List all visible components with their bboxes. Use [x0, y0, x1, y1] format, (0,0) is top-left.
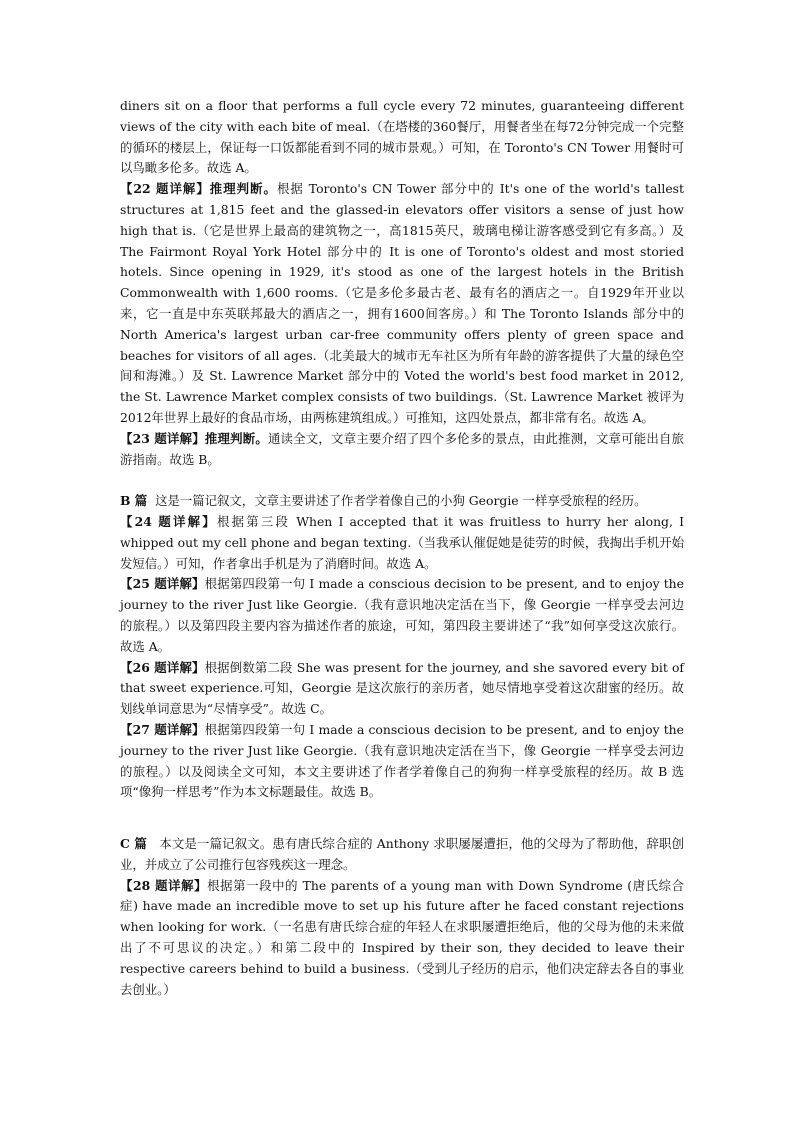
- answer-label: 【22 题详解】推理判断。: [120, 181, 277, 197]
- answer-26: [120, 658, 684, 720]
- section-spacer: [120, 470, 684, 491]
- answer-label: 【28 题详解】: [120, 877, 208, 893]
- section-label: C 篇: [120, 836, 147, 852]
- paragraph-text: 根据第一段中的 The parents of a young man with Down Syndrome (唐氏综合症) have made an incredible move to set up his future after he faced constant rejections when looking for work.（一名患有唐氏综合症的年轻人在求职屡遭拒绝后，他的父母为他的未来做出了不可思议的决定。）和第二段中的 Inspired by their son, they decided to leave their respective careers behind to build a business.（受到儿子经历的启示，他们决定辞去各自的事业去创业。）: [120, 877, 685, 997]
- paragraph-text: 根据第三段 When I accepted that it was fruitless to hurry her along, I whipped out my cell phone and began texting.（当我承认催促她是徒劳的时候，我掏出手机开始发短信。）可知，作者拿出手机是为了消磨时间。故选 A。: [120, 513, 684, 571]
- answer-label: 【25 题详解】: [120, 576, 205, 592]
- paragraph-text: 根据 Toronto's CN Tower 部分中的 It's one of the world's tallest structures at 1,815 feet and the glassed-in elevators offer visitors a sense of just how high that is.（它是世界上最高的建筑物之一，高1815英尺，玻璃电梯让游客感受到它有多高。）及 The Fairmont Royal York Hotel 部分中的 It is one of Toronto's oldest and most storied hotels. Since opening in 1929, it's stood as one of the largest hotels in the British Commonwealth with 1,600 rooms.（它是多伦多最古老、最有名的酒店之一。自1929年开业以来，它一直是中东英联邦最大的酒店之一，拥有1600间客房。）和 The Toronto Islands 部分中的 North America's largest urban car-free community offers plenty of green space and beaches for visitors of all ages.（北美最大的城市无车社区为所有年龄的游客提供了大量的绿色空间和海滩。）及 St. Lawrence Market 部分中的 Voted the world's best food market in 2012, the St. Lawrence Market complex consists of two buildings.（St. Lawrence Market 被评为2012年世界上最好的食品市场，由两栋建筑组成。）可推知，这四处景点，都非常有名。故选 A。: [120, 181, 684, 425]
- paragraph-text: diners sit on a floor that performs a full cycle every 72 minutes, guaranteeing different views of the city with each bite of meal.（在塔楼的360餐厅，用餐者坐在每72分钟完成一个完整的循环的楼层上，保证每一口饭都能看到不同的城市景观。）可知，在 Toronto's CN Tower 用餐时可以鸟瞰多伦多。故选 A。: [120, 98, 684, 176]
- paragraph-continuation: [120, 96, 684, 179]
- answer-25: [120, 574, 684, 657]
- section-spacer: [120, 803, 684, 834]
- answer-label: 【27 题详解】: [120, 721, 205, 737]
- answer-24: [120, 512, 684, 574]
- answer-27: [120, 720, 684, 803]
- paragraph-text: 根据第四段第一句 I made a conscious decision to be present, and to enjoy the journey to the river Just like Georgie.（我有意识地决定活在当下，像 Georgie 一样享受去河边的旅程。）以及第四段主要内容为描述作者的旅途，可知，第四段主要讲述了“我”如何享受这次旅行。故选 A。: [120, 576, 684, 654]
- paragraph-text: 本文是一篇记叙文。患有唐氏综合症的 Anthony 求职屡屡遭拒，他的父母为了帮助他，辞职创业，并成立了公司推行包容残疾这一理念。: [120, 836, 684, 872]
- answer-23: [120, 429, 684, 471]
- paragraph-text: 通读全文，文章主要介绍了四个多伦多的景点，由此推测，文章可能出自旅游指南。故选 B。: [120, 430, 685, 467]
- answer-22: [120, 179, 684, 429]
- paragraph-text: 根据倒数第二段 She was present for the journey, and she savored every bit of that sweet experience.可知，Georgie 是这次旅行的亲历者，她尽情地享受着这次甜蜜的经历。故划线单词意思为“尽情享受”。故选 C。: [120, 659, 684, 717]
- answer-28: [120, 876, 684, 1001]
- section-b-intro: [120, 491, 684, 512]
- answer-label: 【26 题详解】: [120, 659, 205, 675]
- section-label: B 篇: [120, 493, 148, 509]
- paragraph-text: 根据第四段第一句 I made a conscious decision to be present, and to enjoy the journey to the river Just like Georgie.（我有意识地决定活在当下，像 Georgie 一样享受去河边的旅程。）以及阅读全文可知，本文主要讲述了作者学着像自己的狗狗一样享受旅程的经历。故 B 选项“像狗一样思考”作为本文标题最佳。故选 B。: [120, 721, 684, 800]
- paragraph-text: 这是一篇记叙文，文章主要讲述了作者学着像自己的小狗 Georgie 一样享受旅程的经历。: [155, 493, 647, 509]
- answer-label: 【24 题详解】: [120, 513, 217, 529]
- answer-label: 【23 题详解】推理判断。: [120, 430, 268, 446]
- section-c-intro: [120, 834, 684, 876]
